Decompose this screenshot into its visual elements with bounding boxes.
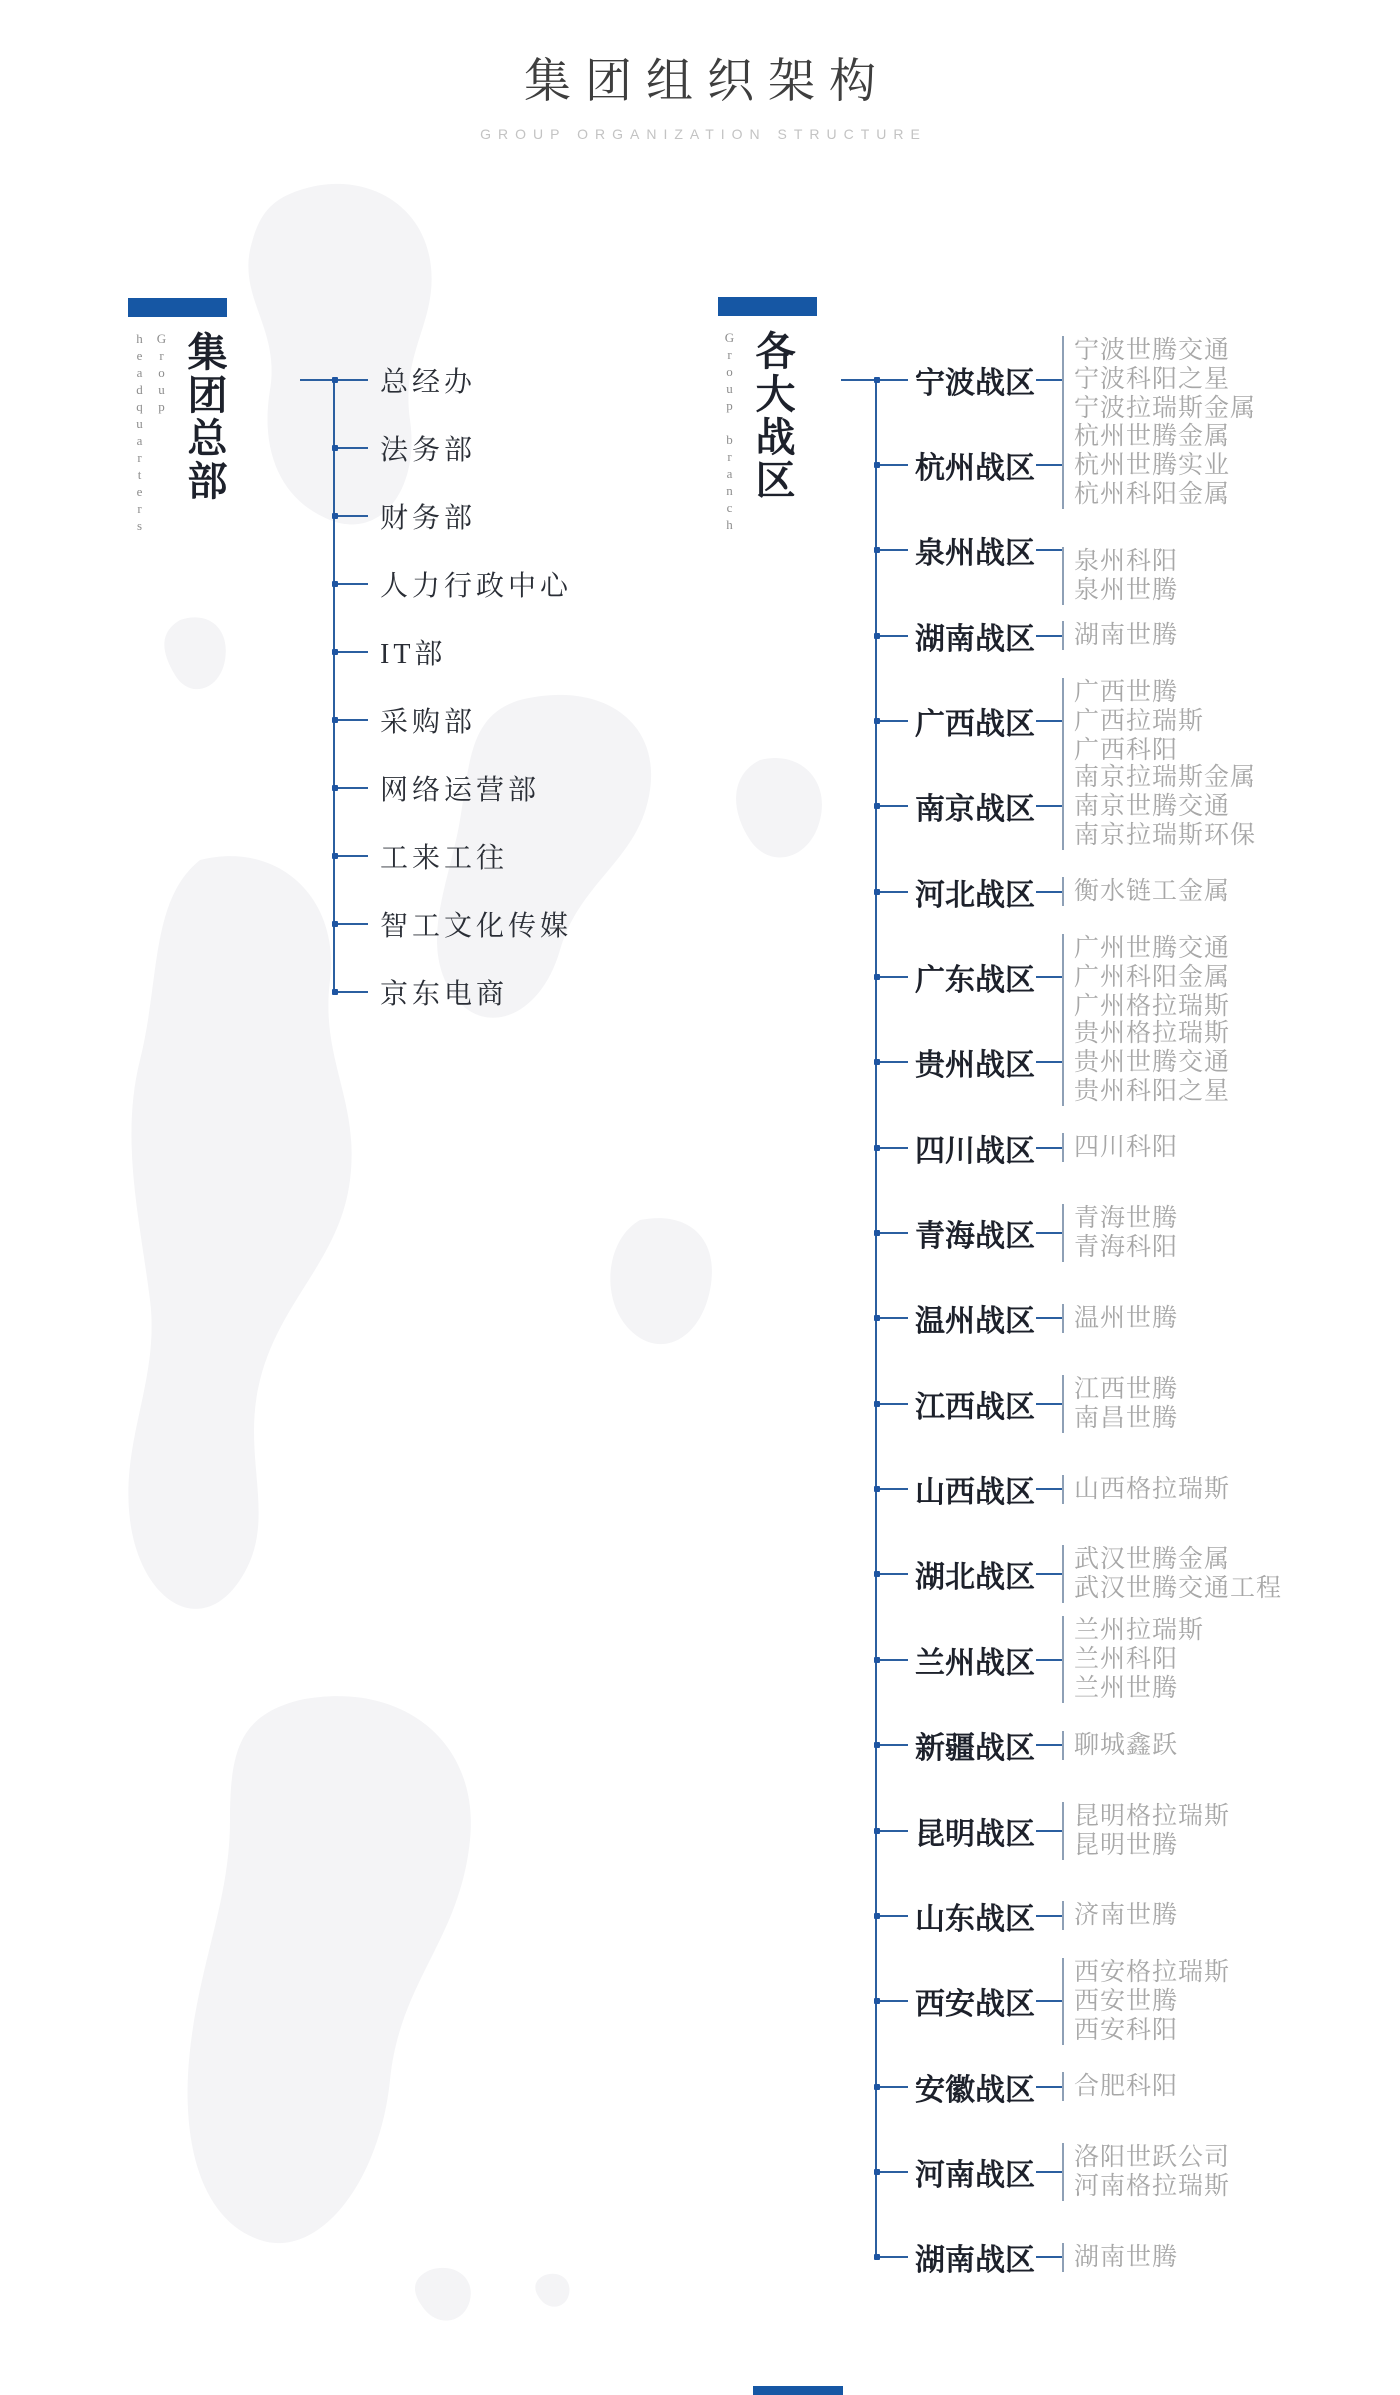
branch-label: 河北战区 — [915, 878, 1035, 912]
branch-group-row — [876, 422, 1282, 507]
branch-group-row — [876, 849, 1282, 934]
branch-label: 湖南战区 — [915, 622, 1035, 656]
branch-group-row — [876, 593, 1282, 678]
company-item: 合肥科阳 — [1074, 2072, 1179, 2101]
branch-title-cn: 各大战区 — [750, 330, 795, 502]
company-item: 洛阳世跃公司 — [1074, 2142, 1231, 2171]
branch-label: 四川战区 — [915, 1134, 1035, 1168]
branch-connector-line — [1036, 1317, 1062, 1319]
branch-group-row — [876, 337, 1282, 422]
branch-connector-line — [1036, 891, 1062, 893]
company-item: 杭州世腾实业 — [1074, 450, 1231, 479]
hq-title-en-line1: Group — [154, 331, 169, 416]
company-list — [1062, 1616, 1204, 1703]
company-item: 温州世腾 — [1074, 1303, 1179, 1332]
branch-connector-line — [1036, 1830, 1062, 1832]
company-list — [1062, 621, 1178, 650]
company-list — [1062, 1958, 1230, 2045]
company-list — [1062, 1475, 1230, 1504]
branch-connector-line — [1036, 1147, 1062, 1149]
branch-label: 湖北战区 — [915, 1561, 1035, 1595]
company-item: 江西世腾 — [1074, 1374, 1179, 1403]
page-subtitle: GROUP ORGANIZATION STRUCTURE — [480, 126, 927, 142]
company-list — [1062, 422, 1230, 509]
company-list — [1062, 763, 1256, 850]
hq-title-cn: 集团总部 — [182, 331, 227, 503]
branch-label: 杭州战区 — [915, 452, 1035, 486]
branch-label: 湖南战区 — [915, 2244, 1035, 2278]
branch-group-row — [876, 1190, 1282, 1275]
department-row — [334, 618, 572, 686]
branch-label: 宁波战区 — [915, 366, 1035, 400]
company-list — [1062, 1802, 1230, 1860]
branch-label: 新疆战区 — [915, 1732, 1035, 1766]
company-item: 西安科阳 — [1074, 2015, 1179, 2044]
company-list — [1062, 336, 1256, 423]
company-list — [1062, 2072, 1178, 2101]
hq-root-connector-line — [300, 379, 334, 381]
company-item: 宁波拉瑞斯金属 — [1074, 394, 1257, 423]
branch-group-row — [876, 1105, 1282, 1190]
branch-group-row — [876, 1276, 1282, 1361]
department-label: 京东电商 — [380, 979, 509, 1010]
department-row — [334, 890, 572, 958]
branch-group-row — [876, 934, 1282, 1019]
branch-group-row — [876, 1788, 1282, 1873]
branch-group-row — [876, 1532, 1282, 1617]
branch-connector-line — [1036, 549, 1062, 551]
branch-tree — [876, 337, 1282, 2300]
branch-connector-line — [1036, 1488, 1062, 1490]
department-label: 采购部 — [380, 707, 477, 738]
company-item: 泉州科阳 — [1074, 547, 1179, 576]
branch-label: 青海战区 — [915, 1220, 1035, 1254]
company-item: 广州格拉瑞斯 — [1074, 991, 1231, 1020]
company-list — [1062, 1731, 1178, 1760]
company-item: 贵州格拉瑞斯 — [1074, 1018, 1231, 1047]
branch-connector-line — [1036, 1573, 1062, 1575]
branch-connector-line — [1036, 1915, 1062, 1917]
branch-label: 广东战区 — [915, 964, 1035, 998]
department-label: 财务部 — [380, 503, 477, 534]
department-row — [334, 482, 572, 550]
branch-group-row — [876, 2129, 1282, 2214]
company-item: 广州科阳金属 — [1074, 962, 1231, 991]
branch-label: 河南战区 — [915, 2158, 1035, 2192]
department-label: 网络运营部 — [380, 775, 541, 806]
branch-connector-line — [1036, 1659, 1062, 1661]
branch-label: 广西战区 — [915, 708, 1035, 742]
branch-group-row — [876, 2215, 1282, 2300]
branch-connector-line — [1036, 976, 1062, 978]
company-item: 贵州科阳之星 — [1074, 1076, 1231, 1105]
department-row — [334, 754, 572, 822]
company-item: 泉州世腾 — [1074, 576, 1179, 605]
company-item: 西安格拉瑞斯 — [1074, 1957, 1231, 1986]
company-item: 武汉世腾交通工程 — [1074, 1574, 1283, 1603]
company-list — [1062, 1304, 1178, 1333]
branch-group-row — [876, 1361, 1282, 1446]
footer-accent-bar — [753, 2386, 843, 2395]
company-list — [1062, 877, 1230, 906]
department-label: 法务部 — [380, 435, 477, 466]
company-item: 杭州世腾金属 — [1074, 421, 1231, 450]
company-item: 聊城鑫跃 — [1074, 1730, 1179, 1759]
company-item: 西安世腾 — [1074, 1986, 1179, 2015]
company-list — [1062, 2243, 1178, 2272]
company-item: 兰州世腾 — [1074, 1674, 1179, 1703]
branch-group-row — [876, 508, 1282, 605]
company-list — [1062, 678, 1204, 765]
department-label: 智工文化传媒 — [380, 911, 573, 942]
branch-connector-line — [1036, 635, 1062, 637]
company-item: 贵州世腾交通 — [1074, 1047, 1231, 1076]
company-item: 青海世腾 — [1074, 1204, 1179, 1233]
branch-connector-line — [1036, 1232, 1062, 1234]
branch-label: 昆明战区 — [915, 1817, 1035, 1851]
branch-label: 山西战区 — [915, 1476, 1035, 1510]
branch-root-connector-line — [841, 379, 876, 381]
company-item: 广西科阳 — [1074, 735, 1179, 764]
branch-group-row — [876, 1873, 1282, 1958]
branch-header — [718, 330, 794, 534]
company-item: 湖南世腾 — [1074, 2242, 1179, 2271]
department-label: 总经办 — [380, 367, 477, 398]
company-list — [1062, 934, 1230, 1021]
department-label: 人力行政中心 — [380, 571, 573, 602]
hq-header — [128, 331, 226, 535]
branch-connector-line — [1036, 2256, 1062, 2258]
company-item: 河南格拉瑞斯 — [1074, 2171, 1231, 2200]
department-label: IT部 — [380, 639, 447, 670]
branch-connector-line — [1036, 1403, 1062, 1405]
department-row — [334, 414, 572, 482]
company-item: 南京拉瑞斯环保 — [1074, 820, 1257, 849]
branch-title-en — [718, 330, 740, 534]
hq-accent-bar — [128, 298, 227, 317]
branch-label: 山东战区 — [915, 1902, 1035, 1936]
branch-label: 贵州战区 — [915, 1049, 1035, 1083]
branch-group-row — [876, 764, 1282, 849]
branch-connector-line — [1036, 2086, 1062, 2088]
branch-connector-line — [1036, 805, 1062, 807]
company-item: 杭州科阳金属 — [1074, 479, 1231, 508]
company-list — [1062, 1204, 1178, 1262]
page-header — [0, 54, 1400, 142]
branch-group-row — [876, 2044, 1282, 2129]
company-item: 昆明格拉瑞斯 — [1074, 1801, 1231, 1830]
company-list — [1062, 2143, 1230, 2201]
company-list — [1062, 1133, 1178, 1162]
company-item: 四川科阳 — [1074, 1133, 1179, 1162]
company-item: 兰州拉瑞斯 — [1074, 1616, 1205, 1645]
department-row — [334, 822, 572, 890]
branch-connector-line — [1036, 720, 1062, 722]
company-list — [1062, 1545, 1282, 1603]
company-item: 宁波科阳之星 — [1074, 365, 1231, 394]
company-item: 广西世腾 — [1074, 677, 1179, 706]
department-row — [334, 686, 572, 754]
branch-connector-line — [1036, 2171, 1062, 2173]
page-title: 集团组织架构 — [524, 54, 890, 107]
branch-title-en-line1: Group branch — [722, 330, 737, 534]
branch-group-row — [876, 678, 1282, 763]
branch-label: 兰州战区 — [915, 1646, 1035, 1680]
hq-title-en — [128, 331, 172, 535]
company-list — [1062, 1901, 1178, 1930]
branch-label: 温州战区 — [915, 1305, 1035, 1339]
company-item: 山西格拉瑞斯 — [1074, 1474, 1231, 1503]
company-item: 南昌世腾 — [1074, 1403, 1179, 1432]
company-item: 武汉世腾金属 — [1074, 1545, 1231, 1574]
department-label: 工来工往 — [380, 843, 509, 874]
branch-connector-line — [1036, 1744, 1062, 1746]
company-item: 衡水链工金属 — [1074, 877, 1231, 906]
branch-label: 西安战区 — [915, 1988, 1035, 2022]
company-item: 广西拉瑞斯 — [1074, 706, 1205, 735]
department-row — [334, 958, 572, 1026]
company-list — [1062, 1019, 1230, 1106]
branch-group-row — [876, 1703, 1282, 1788]
hq-title-en-line2: headquarters — [132, 331, 147, 535]
hq-tree — [334, 346, 572, 1026]
branch-group-row — [876, 1959, 1282, 2044]
branch-label: 江西战区 — [915, 1390, 1035, 1424]
department-row — [334, 346, 572, 414]
company-item: 兰州科阳 — [1074, 1645, 1179, 1674]
company-item: 湖南世腾 — [1074, 621, 1179, 650]
branch-connector-line — [1036, 2000, 1062, 2002]
department-row — [334, 550, 572, 618]
branch-connector-line — [1036, 1061, 1062, 1063]
branch-group-row — [876, 1020, 1282, 1105]
branch-group-row — [876, 1446, 1282, 1531]
company-item: 广州世腾交通 — [1074, 933, 1231, 962]
branch-connector-line — [1036, 464, 1062, 466]
branch-label: 南京战区 — [915, 793, 1035, 827]
branch-label: 安徽战区 — [915, 2073, 1035, 2107]
company-item: 济南世腾 — [1074, 1901, 1179, 1930]
company-list — [1062, 1375, 1178, 1433]
branch-label: 泉州战区 — [915, 537, 1035, 571]
branch-group-row — [876, 1617, 1282, 1702]
branch-connector-line — [1036, 379, 1062, 381]
company-item: 昆明世腾 — [1074, 1830, 1179, 1859]
company-item: 南京世腾交通 — [1074, 791, 1231, 820]
branch-accent-bar — [718, 297, 817, 316]
company-item: 南京拉瑞斯金属 — [1074, 762, 1257, 791]
company-item: 宁波世腾交通 — [1074, 336, 1231, 365]
company-item: 青海科阳 — [1074, 1233, 1179, 1262]
